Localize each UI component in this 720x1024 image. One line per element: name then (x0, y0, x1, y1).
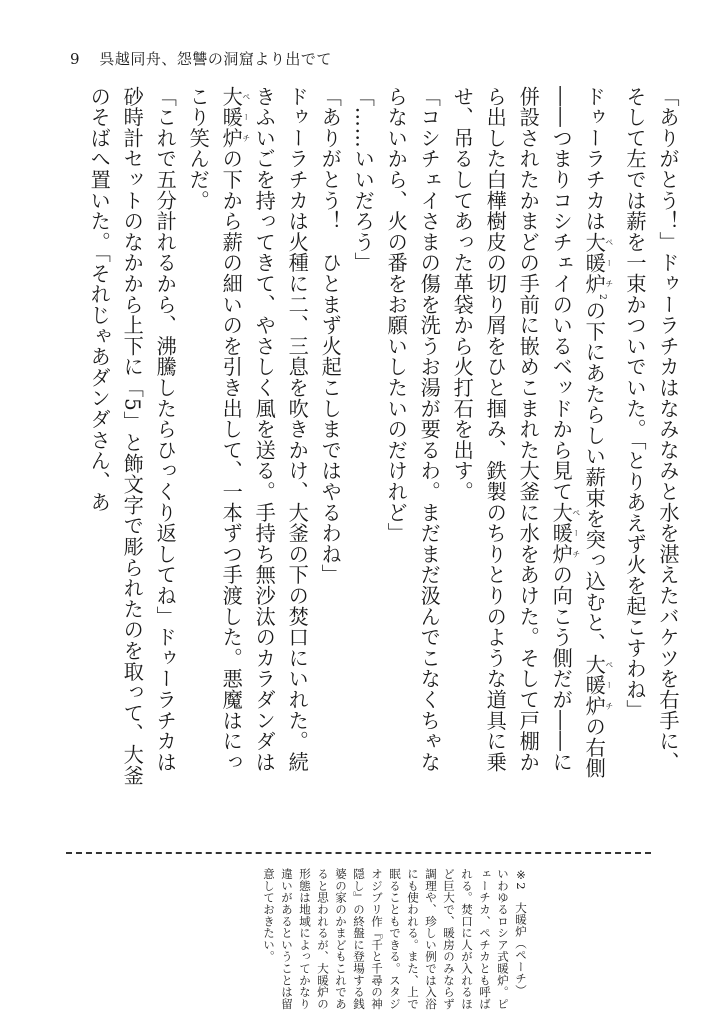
footnote (262, 868, 530, 1018)
chapter-title: 呉越同舟、怨讐の洞窟より出でて (99, 50, 332, 68)
ruby-word: 大暖炉ペーチ (582, 653, 614, 717)
paragraph: 「……いいだろう」 (351, 86, 376, 274)
ruby-word: 大暖炉ペーチ (549, 501, 581, 565)
paragraph: ドゥーラチカは大暖炉ペーチ$^2$の下にあたらしい薪束を突っ込むと、大暖炉ペーチの右側――つまりコシチェイのいるベッドから見て大暖炉ペーチの向こう側だが――に併設されたかまどの手前に嵌めこまれた大釜に水をあけた。そして戸棚から出した白樺樹皮の切り屑をひと掴み、鉄製のちりとりのような道具に乗せ、吊るしてあった革袋から火打石を出す。 (450, 86, 614, 779)
footnote-heading: ※2 大暖炉（ペーチ） (514, 868, 528, 997)
ruby-word: 大暖炉ペーチ (219, 86, 251, 149)
page-number: 9 (70, 50, 81, 68)
paragraph: 「ありがとう！ ひとまず火起こしまではやるわね」 (318, 86, 343, 586)
footnote-ref: 2 (597, 294, 607, 301)
main-text (84, 86, 684, 786)
ruby-word: 大暖炉ペーチ (582, 231, 614, 295)
paragraph: 「ありがとう！」ドゥーラチカはなみなみと水を湛えたバケツを右手に、そして左では薪を一束かついでいた。「とりあえず火を起こすわね」 (623, 86, 680, 773)
footnote-divider (66, 852, 651, 854)
paragraph: 「コシチェイさまの傷を洗うお湯が要るわ。まだまだ汲んでこなくちゃならないから、火の番をお願いしたいのだけれど」 (384, 86, 442, 773)
paragraph: ドゥーラチカは火種に二、三息を吹きかけ、大釜の下の焚口にいれた。続きふいごを持ってきて、やさしく風を送る。手持ち無沙汰のカラダンダは大暖炉ペーチの下から薪の細いのを引き出して、一本ずつ手渡した。悪魔はにっこり笑んだ。 (186, 86, 310, 773)
footnote-text: いわゆるロシア式暖炉。ピェーチカ、ペチカとも呼ばれる。焚口に人が入れるほど巨大で、暖房のみならず調理や、珍しい例では入浴にも使われる。また、上で眠ることもできる。スタジオジブリ作『千と千尋の神隠し』の終盤に登場する銭婆の家のかまどもこれであると思われるが、大暖炉の形態は地域によってかなり違いがあるということは留意しておきたい。 (262, 868, 510, 1010)
running-header (70, 48, 332, 69)
paragraph: 「これで五分計れるから、沸騰したらひっくり返してね」ドゥーラチカは砂時計セットのなかから上下に「5」と飾文字で彫られたのを取って、大釜のそばへ置いた。「それじゃあダンダさん、あ (87, 86, 178, 786)
